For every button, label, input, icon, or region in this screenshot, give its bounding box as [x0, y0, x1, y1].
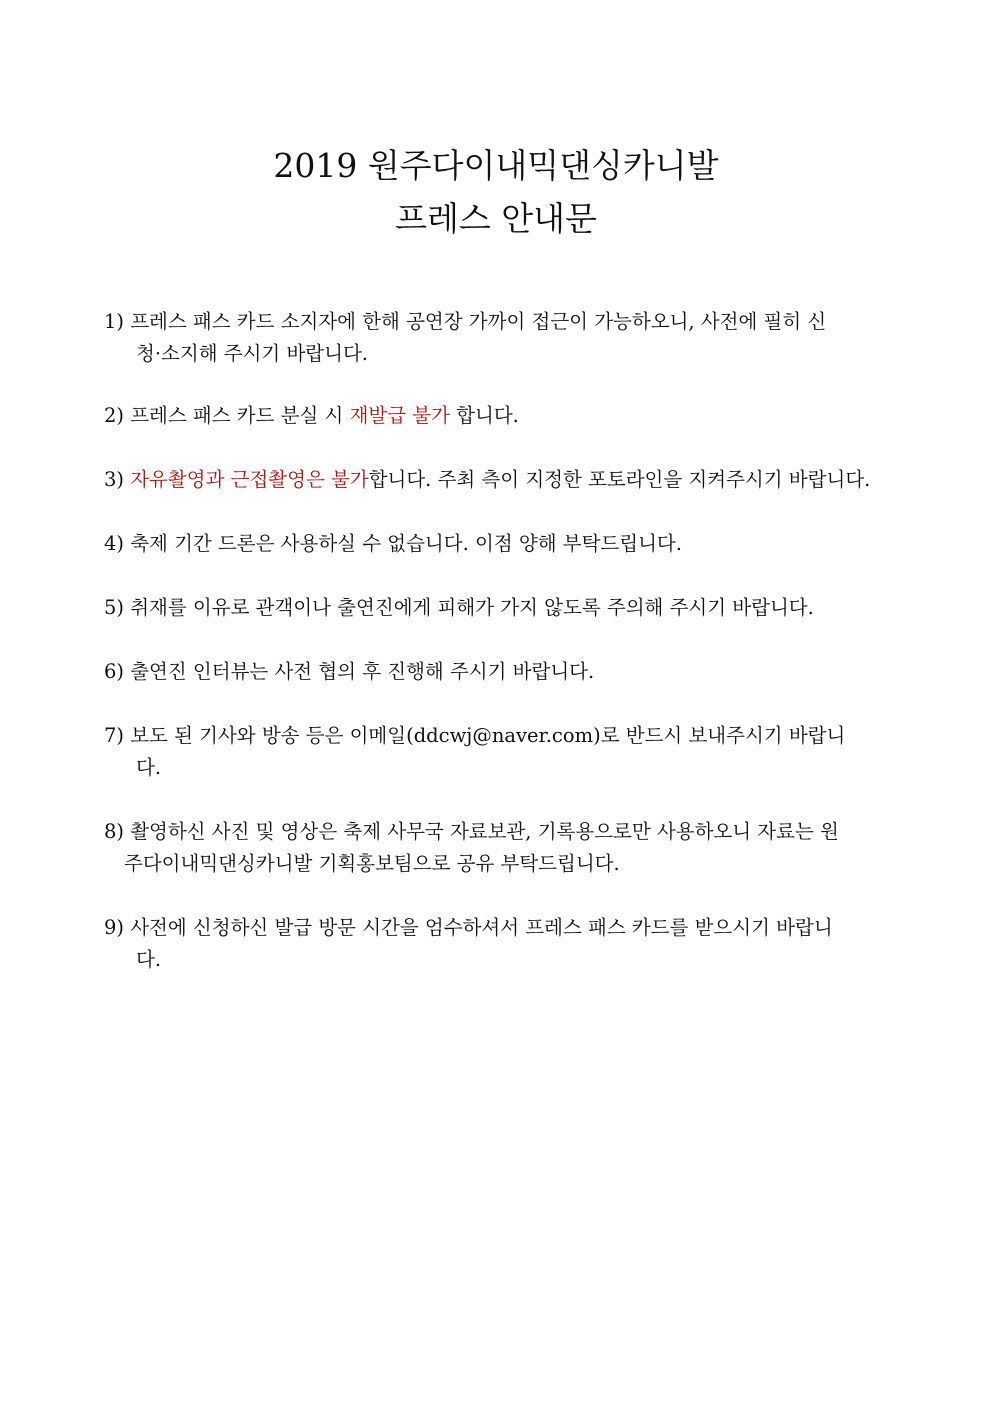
notice-7-line-1: 7) 보도 된 기사와 방송 등은 이메일(ddcwj@naver.com)로 반드시 보내주시기 바랍니: [104, 724, 846, 747]
notice-item-9: [104, 912, 907, 976]
notice-8-line-2: 주다이내믹댄싱카니발 기획홍보팀으로 공유 부탁드립니다.: [124, 852, 620, 875]
notice-2-prefix: 2) 프레스 패스 카드 분실 시: [104, 404, 350, 427]
notice-item-1: [104, 306, 907, 370]
notice-item-5: [104, 592, 907, 624]
notice-9-line-1: 9) 사전에 신청하신 발급 방문 시간을 엄수하셔서 프레스 패스 카드를 받으시기 바랍니: [104, 916, 833, 939]
notice-2-suffix: 합니다.: [449, 404, 519, 427]
notice-2-highlight: 재발급 불가: [349, 404, 450, 427]
notice-4-text: 4) 축제 기간 드론은 사용하실 수 없습니다. 이점 양해 부탁드립니다.: [104, 532, 682, 555]
notice-8-line-1: 8) 촬영하신 사진 및 영상은 축제 사무국 자료보관, 기록용으로만 사용하오니 자료는 원: [104, 820, 839, 843]
notice-1-line-2: 청·소지해 주시기 바랍니다.: [136, 342, 369, 365]
document-title: 2019 원주다이내믹댄싱카니발: [273, 146, 719, 185]
notice-1-line-1: 1) 프레스 패스 카드 소지자에 한해 공연장 가까이 접근이 가능하오니, 사전에 필히 신: [104, 310, 827, 333]
notice-3-suffix: 합니다. 주최 측이 지정한 포토라인을 지켜주시기 바랍니다.: [368, 468, 871, 491]
notice-5-text: 5) 취재를 이유로 관객이나 출연진에게 피해가 가지 않도록 주의해 주시기 바랍니다.: [104, 596, 814, 619]
notice-item-2: [104, 400, 907, 432]
notice-item-4: [104, 528, 907, 560]
notice-6-text: 6) 출연진 인터뷰는 사전 협의 후 진행해 주시기 바랍니다.: [104, 660, 595, 683]
notice-item-8: [104, 816, 907, 880]
notice-item-6: [104, 656, 907, 688]
notice-7-line-2: 다.: [136, 756, 162, 779]
document-subtitle: 프레스 안내문: [395, 199, 597, 238]
notice-3-prefix: 3): [104, 468, 131, 491]
notice-item-3: [104, 464, 907, 496]
notice-9-line-2: 다.: [136, 948, 162, 971]
notice-3-highlight: 자유촬영과 근접촬영은 불가: [130, 468, 369, 491]
notice-item-7: [104, 720, 907, 784]
